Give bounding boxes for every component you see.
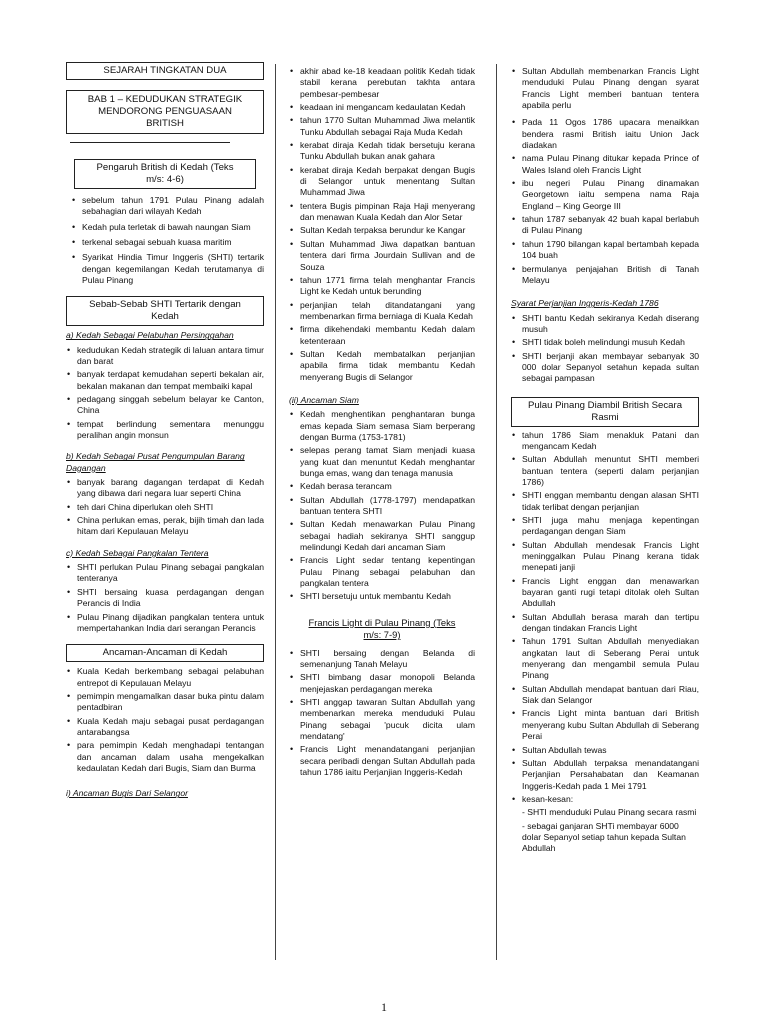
list-item: • pedagang singgah sebelum belayar ke Canton, China (66, 394, 264, 417)
section-heading-ancaman: Ancaman-Ancaman di Kedah (66, 644, 264, 662)
list-item: • Kuala Kedah maju sebagai pusat perdagangan antarabangsa (66, 716, 264, 739)
list-item: • Francis Light sedar tentang kepentingan Pulau Pinang sebagai pelabuhan dan pangkalan tentera (289, 555, 475, 589)
list-item: • Sultan Kedah membatalkan perjanjian apabila firma tidak membantu Kedah menyerang Bugis di Selangor (289, 349, 475, 383)
list-item: • perjanjian telah ditandatangani yang membenarkan firma berniaga di Kuala Kedah (289, 300, 475, 323)
list-item: • tahun 1770 Sultan Muhammad Jiwa melantik Tunku Abdullah sebagai Raja Muda Kedah (289, 115, 475, 138)
list-item: • tempat berlindung sementara menunggu peralihan angin monsun (66, 419, 264, 442)
list-item: • SHTI bantu Kedah sekiranya Kedah diserang musuh (511, 313, 699, 336)
sebab-c-list (66, 562, 264, 634)
list-item: • Sultan Abdullah berasa marah dan tertipu dengan tindakan Francis Light (511, 612, 699, 635)
list-item: • Tahun 1791 Sultan Abdullah menyediakan angkatan laut di Seberang Perai untuk menyerang dan mengambil semula Pulau Pinang (511, 636, 699, 681)
list-item: • banyak barang dagangan terdapat di Kedah yang dibawa dari negara luar seperti China (66, 477, 264, 500)
list-item: • terkenal sebagai sebuah kuasa maritim (66, 237, 264, 248)
list-item: • pemimpin mengamalkan dasar buka pintu dalam pentadbiran (66, 691, 264, 714)
list-item: • Pulau Pinang dijadikan pangkalan tentera untuk mempertahankan India dari serangan Perancis (66, 612, 264, 635)
francis-light-list (289, 648, 475, 779)
list-item: • Francis Light menandatangani perjanjian secara peribadi dengan Sultan Abdullah pada tahun 1786 iaitu Perjanjian Inggeris-Kedah (289, 744, 475, 778)
rasmi-list (511, 430, 699, 806)
subheading-a: a) Kedah Sebagai Pelabuhan Persinggahan (66, 330, 234, 341)
list-item: • SHTI bersaing dengan Belanda di semenanjung Tanah Melayu (289, 648, 475, 671)
section-heading-pulau-pinang: Pulau Pinang Diambil British Secara Rasmi (511, 397, 699, 427)
section-heading-francis-light: Francis Light di Pulau Pinang (Teks m/s: 7-9) (308, 616, 456, 641)
list-item: • Kuala Kedah berkembang sebagai pelabuhan entrepot di Kepulauan Melayu (66, 666, 264, 689)
list-item: • tahun 1786 Siam menakluk Patani dan mengancam Kedah (511, 430, 699, 453)
kesan-item: - SHTI menduduki Pulau Pinang secara rasmi (522, 807, 697, 818)
list-item: • Sultan Abdullah (1778-1797) mendapatkan bantuan tentera SHTI (289, 495, 475, 518)
list-item: • ibu negeri Pulau Pinang dinamakan Georgetown iaitu sempena nama Raja England – King George III (511, 178, 699, 212)
list-item: • Sultan Abdullah terpaksa menandatangani Perjanjian Persahabatan dan Keamanan Inggeris-Kedah pada 1 Mei 1791 (511, 758, 699, 792)
list-item: • tahun 1790 bilangan kapal bertambah kepada 104 buah (511, 239, 699, 262)
list-item: • akhir abad ke-18 keadaan politik Kedah tidak stabil kerana perebutan takhta antara pembesar-pembesar (289, 66, 475, 100)
list-item: • Sultan Abdullah tewas (511, 745, 699, 756)
list-item: • teh dari China diperlukan oleh SHTI (66, 502, 264, 513)
subheading-syarat: Syarat Perjanjian Inggeris-Kedah 1786 (511, 298, 659, 309)
column-2 (289, 66, 475, 780)
list-item: • para pemimpin Kedah menghadapi tentangan dan ancaman dalam usaha mengekalkan kedaulatan Kedah dari Bugis, Siam dan Burma (66, 740, 264, 774)
sebab-b-list (66, 477, 264, 538)
list-item: • Francis Light enggan dan menawarkan bayaran ganti rugi tetapi ditolak oleh Sultan Abdullah (511, 576, 699, 610)
list-item: • SHTI perlukan Pulau Pinang sebagai pangkalan tenteranya (66, 562, 264, 585)
list-item: • banyak terdapat kemudahan seperti bekalan air, bekalan makanan dan tempat membaiki kapal (66, 369, 264, 392)
list-item: • SHTI enggan membantu dengan alasan SHTI tidak terlibat dengan perjanjian (511, 490, 699, 513)
list-item: • kesan-kesan: (511, 794, 699, 805)
list-item: • tahun 1787 sebanyak 42 buah kapal berlabuh di Pulau Pinang (511, 214, 699, 237)
list-item: • kedudukan Kedah strategik di laluan antara timur dan barat (66, 345, 264, 368)
list-item: • Kedah pula terletak di bawah naungan Siam (66, 222, 264, 233)
sebab-a-list (66, 345, 264, 442)
list-item: • kerabat diraja Kedah tidak bersetuju kerana Tunku Abdullah bukan anak gahara (289, 140, 475, 163)
list-item: • Sultan Kedah menawarkan Pulau Pinang sebagai hadiah sekiranya SHTI sanggup melindungi Kedah dari ancaman Siam (289, 519, 475, 553)
bugis-list (289, 66, 475, 383)
syarat-list (511, 313, 699, 385)
subheading-b: b) Kedah Sebagai Pusat Pengumpulan Barang Dagangan (66, 451, 245, 473)
list-item: • Sultan Kedah terpaksa berundur ke Kangar (289, 225, 475, 236)
section-heading-sebab: Sebab-Sebab SHTI Tertarik dengan Kedah (66, 296, 264, 326)
list-item: • Sultan Abdullah mendapat bantuan dari Riau, Siak dan Selangor (511, 684, 699, 707)
list-item: • SHTI bimbang dasar monopoli Belanda menjejaskan perdagangan mereka (289, 672, 475, 695)
list-item: • Sultan Abdullah menuntut SHTI memberi bantuan tentera (seperti dalam perjanjian 1786) (511, 454, 699, 488)
list-item: • SHTI bersaing kuasa perdagangan dengan Perancis di India (66, 587, 264, 610)
subheading-c: c) Kedah Sebagai Pangkalan Tentera (66, 547, 209, 558)
column-1 (66, 62, 264, 803)
list-item: • tahun 1771 firma telah menghantar Francis Light ke Kedah untuk berunding (289, 275, 475, 298)
column-3 (511, 66, 699, 855)
list-item: • tentera Bugis pimpinan Raja Haji menyerang dan menawan Kuala Kedah dan Alor Setar (289, 201, 475, 224)
column-divider-right (496, 64, 497, 960)
list-item: • nama Pulau Pinang ditukar kepada Prince of Wales Island oleh Francis Light (511, 153, 699, 176)
column-divider-left (275, 64, 276, 960)
pulau-pinang-list (511, 66, 699, 286)
list-item: • firma dikehendaki membantu Kedah dalam ketenteraan (289, 324, 475, 347)
siam-list (289, 409, 475, 603)
chapter-title-box: BAB 1 – KEDUDUKAN STRATEGIK MENDORONG PENGUASAAN BRITISH (66, 90, 264, 134)
subheading-i: i) Ancaman Bugis Dari Selangor (66, 788, 188, 799)
list-item: • Sultan Muhammad Jiwa dapatkan bantuan tentera dari firma Jourdain Sullivan and de Souza (289, 239, 475, 273)
page-number: 1 (381, 1000, 387, 1014)
list-item: • Kedah berasa terancam (289, 481, 475, 492)
list-item: • SHTI bersetuju untuk membantu Kedah (289, 591, 475, 602)
list-item: • SHTI anggap tawaran Sultan Abdullah yang membenarkan mereka menduduki Pulau Pinang sebagai 'pucuk dicita ulam mendatang' (289, 697, 475, 742)
list-item: • Kedah menghentikan penghantaran bunga emas kepada Siam semasa Siam berperang dengan Burma (1753-1781) (289, 409, 475, 443)
list-item: • SHTI tidak boleh melindungi musuh Kedah (511, 337, 699, 348)
ancaman-list (66, 666, 264, 774)
list-item: • keadaan ini mengancam kedaulatan Kedah (289, 102, 475, 113)
list-item: • China perlukan emas, perak, bijih timah dan lada hitam dari Kepulauan Melayu (66, 515, 264, 538)
list-item: • Sultan Abdullah mendesak Francis Light meninggalkan Pulau Pinang kerana tidak menepati janji (511, 540, 699, 574)
list-item: • sebelum tahun 1791 Pulau Pinang adalah sebahagian dari wilayah Kedah (66, 195, 264, 218)
divider (70, 142, 230, 143)
list-item: • Syarikat Hindia Timur Inggeris (SHTI) tertarik dengan kegemilangan Kedah terutamanya di Pulau Pinang (66, 252, 264, 286)
list-item: • kerabat diraja Kedah berpakat dengan Bugis di Selangor untuk menentang Sultan Muhammad Jiwa (289, 165, 475, 199)
list-item: • Pada 11 Ogos 1786 upacara menaikkan bendera rasmi British iaitu Union Jack diadakan (511, 117, 699, 151)
list-item: • selepas perang tamat Siam menjadi kuasa yang kuat dan menuntut Kedah menghantar bunga emas, wang dan tenaga manusia (289, 445, 475, 479)
subheading-ii: (ii) Ancaman Siam (289, 394, 359, 405)
list-item: • SHTI berjanji akan membayar sebanyak 30 000 dolar Sepanyol setahun kepada sultan sebagai pampasan (511, 351, 699, 385)
subject-title-box: SEJARAH TINGKATAN DUA (66, 62, 264, 80)
list-item: • SHTI juga mahu menjaga kepentingan perdagangan dengan Siam (511, 515, 699, 538)
list-item: • Sultan Abdullah membenarkan Francis Light menduduki Pulau Pinang dengan syarat Francis Light memberi bantuan tentera apabila perlu (511, 66, 699, 111)
list-item: • bermulanya penjajahan British di Tanah Melayu (511, 264, 699, 287)
section-heading-pengaruh: Pengaruh British di Kedah (Teks m/s: 4-6) (74, 159, 256, 189)
list-item: • Francis Light minta bantuan dari British menyerang kubu Sultan Abdullah di Seberang Perai (511, 708, 699, 742)
kesan-item: - sebagai ganjaran SHTi membayar 6000 dolar Sepanyol setiap tahun kepada Sultan Abdullah (522, 820, 686, 854)
pengaruh-list (66, 195, 264, 286)
